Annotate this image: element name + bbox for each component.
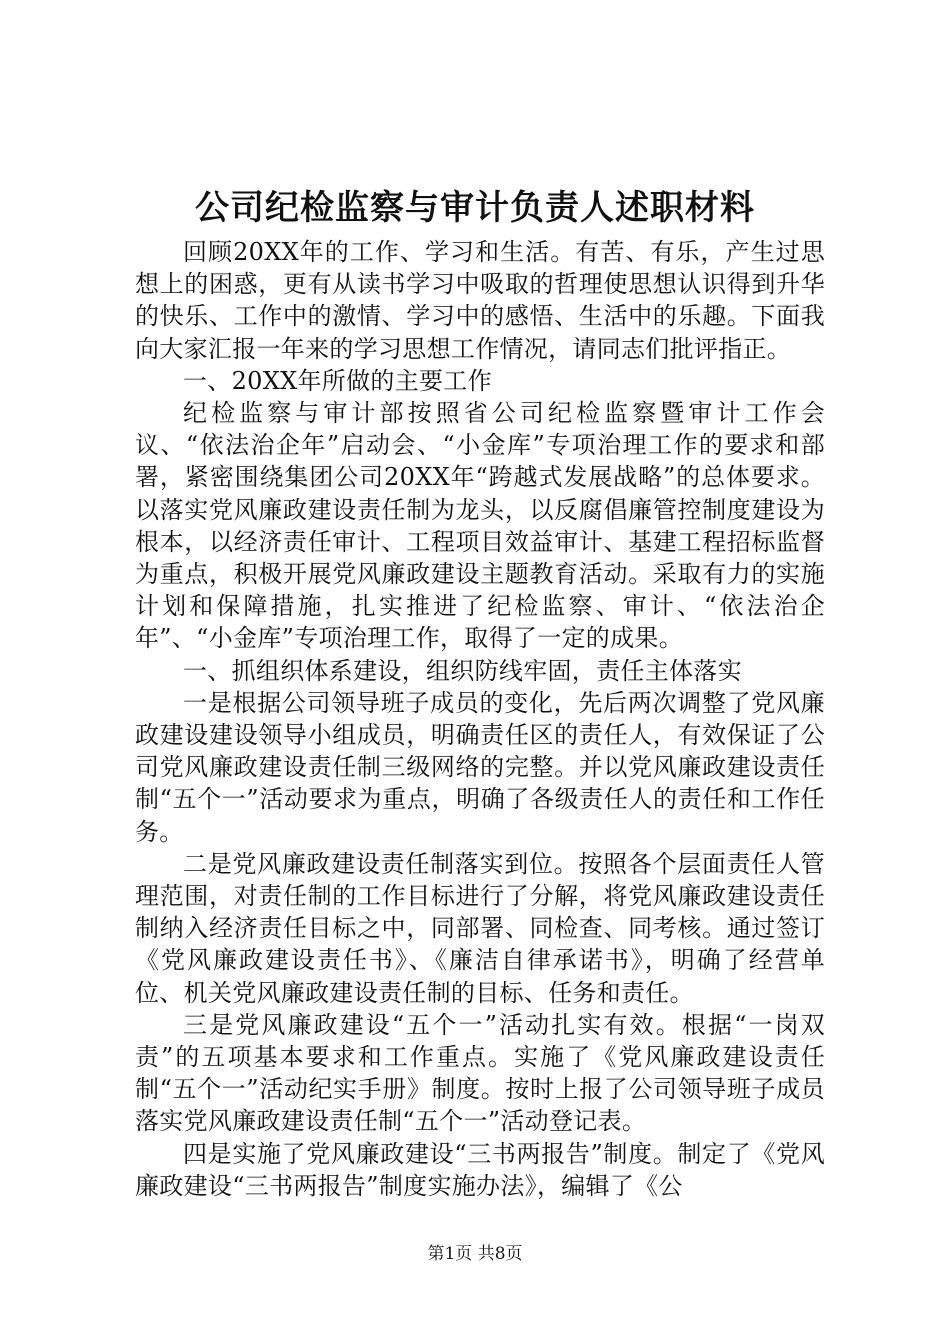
page-number-footer: 第1页 共8页 <box>427 1244 523 1264</box>
document-title: 公司纪检监察与审计负责人述职材料 <box>195 188 755 228</box>
paragraph-intro: 回顾20XX年的工作、学习和生活。有苦、有乐，产生过思想上的困惑，更有从读书学习中吸取的哲理使思想认识得到升华的快乐、工作中的激情、学习中的感悟、生活中的乐趣。下面我向大家汇报一年来的学习思想工作情况，请同志们批评指正。 <box>135 238 825 363</box>
paragraph-point-one: 一是根据公司领导班子成员的变化，先后两次调整了党风廉政建设建设领导小组成员，明确责任区的责任人，有效保证了公司党风廉政建设责任制三级网络的完整。并以党风廉政建设责任制“五个一”活动要求为重点，明确了各级责任人的责任和工作任务。 <box>135 688 825 846</box>
paragraph-point-two: 二是党风廉政建设责任制落实到位。按照各个层面责任人管理范围，对责任制的工作目标进行了分解，将党风廉政建设责任制纳入经济责任目标之中，同部署、同检查、同考核。通过签订《党风廉政建设责任书》、《廉洁自律承诺书》，明确了经营单位、机关党风廉政建设责任制的目标、任务和责任。 <box>135 849 825 1007</box>
paragraph-overview: 纪检监察与审计部按照省公司纪检监察暨审计工作会议、“依法治企年”启动会、“小金库”专项治理工作的要求和部署，紧密围绕集团公司20XX年“跨越式发展战略”的总体要求。以落实党风廉政建设责任制为龙头，以反腐倡廉管控制度建设为根本，以经济责任审计、工程项目效益审计、基建工程招标监督为重点，积极开展党风廉政建设主题教育活动。采取有力的实施计划和保障措施，扎实推进了纪检监察、审计、“依法治企年”、“小金库”专项治理工作，取得了一定的成果。 <box>135 399 825 653</box>
section-heading-main-work: 一、20XX年所做的主要工作 <box>183 366 492 395</box>
paragraph-point-four: 四是实施了党风廉政建设“三书两报告”制度。制定了《党风廉政建设“三书两报告”制度实施办法》，编辑了《公 <box>135 1139 825 1200</box>
document-body <box>135 236 825 1202</box>
section-heading-organization: 一、抓组织体系建设，组织防线牢固，责任主体落实 <box>183 656 742 685</box>
paragraph-point-three: 三是党风廉政建设“五个一”活动扎实有效。根据“一岗双责”的五项基本要求和工作重点。实施了《党风廉政建设责任制“五个一”活动纪实手册》制度。按时上报了公司领导班子成员落实党风廉政建设责任制“五个一”活动登记表。 <box>135 1010 825 1136</box>
